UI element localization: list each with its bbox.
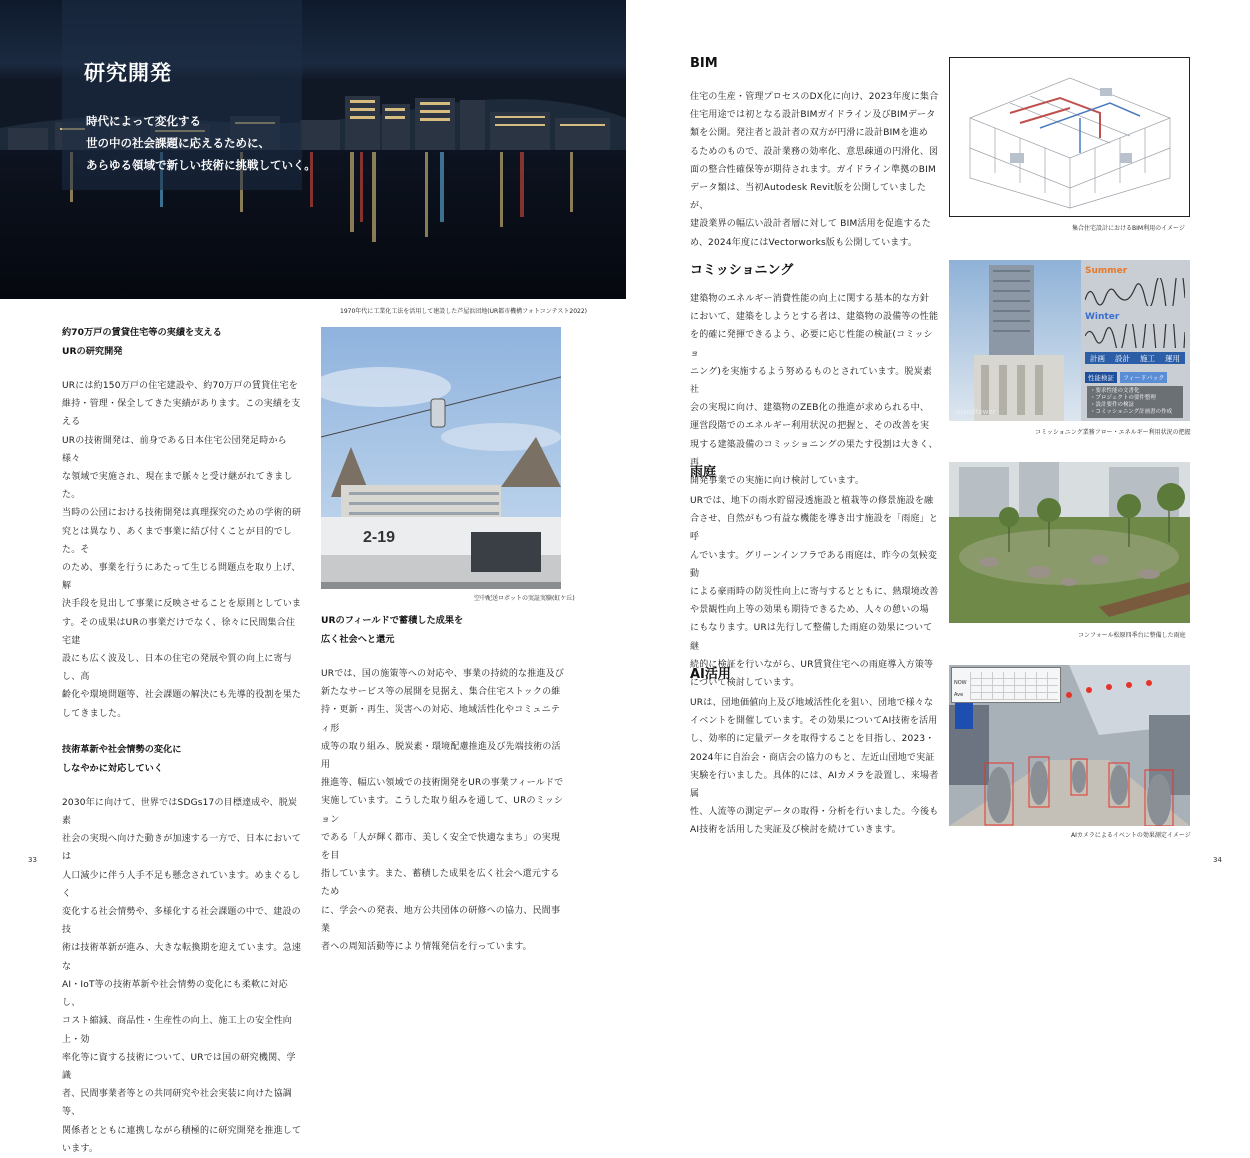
summer-label: Summer bbox=[1085, 266, 1128, 276]
middle-column bbox=[321, 611, 565, 956]
hero-lead: 時代によって変化する 世の中の社会課題に応えるために、 あらゆる領域で新しい技術に挑戦していく。 bbox=[86, 114, 316, 172]
verify-badge: 性能検証 bbox=[1085, 372, 1117, 383]
commissioning-image bbox=[949, 260, 1190, 421]
table-row-now: NOW bbox=[954, 680, 967, 686]
heading-research-base: 約70万戸の賃貸住宅等の実績を支える URの研究開発 bbox=[62, 327, 222, 357]
bim-isometric-drawing bbox=[950, 58, 1189, 216]
bim-caption: 集合住宅設計におけるBIM利用のイメージ bbox=[1072, 225, 1185, 232]
left-column bbox=[62, 323, 304, 1158]
flow-step: 施工 bbox=[1140, 353, 1155, 363]
winter-label: Winter bbox=[1085, 312, 1120, 322]
summer-load-graph bbox=[1085, 278, 1185, 306]
commissioning-notes: ・要求性能の文書化 ・プロジェクトの要件整理 ・設計要件の検証 ・コミッショニング計画書の作成 bbox=[1087, 386, 1183, 418]
para-bim: 住宅の生産・管理プロセスのDX化に向け、2023年度に集合 住宅用途では初となる設計BIMガイドライン及びBIMデータ 類を公開。発注者と設計者の双方が円滑に設計BIMを進め るためのもので、設計業務の効率化、意思疎通の円滑化、図 面の整合性確保等が期待されます。ガイドライン準拠のBIM データ類は、当初Autodesk Revit版を公開していましたが、 建設業界の幅広い設計者層に対して BIM活用を促進するた め、2024年度にはVectorworks版も公開しています。 bbox=[690, 92, 939, 248]
feedback-badge: フィードバック bbox=[1120, 372, 1167, 383]
para-commissioning: 建築物のエネルギー消費性能の向上に関する基本的な方針 において、建築をしようとする者は、建築物の設備等の性能 を的確に発揮できるよう、必要に応じ性能の検証(コミッショ ニング)を実施するよう努めるものとされています。脱炭素社 会の実現に向け、建築物のZEB化の推進が求められる中、 運営段階でのエネルギー利用状況の把握と、その改善を実 現する建築設備のコミッショニングの果たす役割は大きく、再 開発事業での実施に向け検討しています。 bbox=[690, 294, 939, 487]
para-research-history: URには約150万戸の住宅建設や、約70万戸の賃貸住宅を 維持・管理・保全してきた実績があります。この実績を支える URの技術開発は、前身である日本住宅公団発足時から様々 な領域で実施され、現在まで脈々と受け継がれてきました。 当時の公団における技術開発は真理探究のための学術的研 究とは異なり、あくまで事業に結び付くことが目的でした。そ のため、事業を行うにあたって生じる問題点を取り上げ、解 決手段を見出して事業に反映させることを原則としていま す。その成果はURの事業だけでなく、徐々に民間集合住宅建 設にも広く波及し、日本の住宅の発展や質の向上に寄与し、高 齢化や環境問題等、社会課題の解決にも先導的役割を果た してきました。 bbox=[62, 381, 302, 719]
para-innovation: 2030年に向けて、世界ではSDGs17の目標達成や、脱炭素 社会の実現へ向けた動きが加速する一方で、日本においては 人口減少に伴う人手不足も懸念されています。めまぐるしく 変化する社会情勢や、多様化する社会課題の中で、建設の技 術は技術革新が進み、大きな転換期を迎えています。急速な AI・IoT等の技術革新や社会情勢の変化にも柔軟に対応し、 コスト縮減、商品性・生産性の向上、施工上の安全性向上・効 率化等に資する技術について、URでは国の研究機関、学識 者、民間事業者等との共同研究や社会実装に向けた協調等、 関係者とともに連携しながら積極的に研究開発を推進して います。 bbox=[62, 797, 302, 1154]
raingarden-scene bbox=[949, 462, 1190, 623]
drone-photo bbox=[321, 327, 561, 589]
flow-step: 設計 bbox=[1115, 353, 1130, 363]
page-number-left: 33 bbox=[28, 856, 37, 864]
ai-data-table bbox=[951, 667, 1061, 703]
table-grid bbox=[970, 672, 1058, 700]
building-sign: 2-19 bbox=[363, 529, 396, 546]
verify-row bbox=[1085, 372, 1167, 383]
bim-image bbox=[949, 57, 1190, 217]
para-raingarden: URでは、地下の雨水貯留浸透施設と植栽等の修景施設を融 合させ、自然がもつ有益な機能を導き出す施設を「雨庭」と呼 んでいます。グリーンインフラである雨庭は、昨今の気候変動 による豪雨時の防災性向上に寄与するとともに、熱環境改善 や景観性向上等の効果も期待できるため、人々の憩いの場 にもなります。URは先行して整備した雨庭の効果について継 続的に検証を行いながら、UR賃貸住宅への雨庭導入方策等 について検討しています。 bbox=[690, 496, 939, 689]
page-number-right: 34 bbox=[1213, 856, 1222, 864]
commissioning-caption: コミッショニング業務フロー・エネルギー利用状況の把握 bbox=[1035, 429, 1191, 436]
section-title-raingarden: 雨庭 bbox=[690, 465, 717, 480]
flow-step: 運用 bbox=[1165, 353, 1180, 363]
section-title-commissioning: コミッショニング bbox=[690, 263, 794, 278]
winter-load-graph bbox=[1085, 324, 1185, 348]
ai-photo bbox=[949, 665, 1190, 826]
drone-caption: 空中配送ロボットの実証実験(虹ケ丘) bbox=[474, 595, 575, 602]
hero-title: 研究開発 bbox=[84, 61, 172, 85]
section-title-bim: BIM bbox=[690, 56, 718, 71]
raingarden-caption: コンフォール松原四季台に整備した雨庭 bbox=[1078, 632, 1186, 639]
heading-field-results: URのフィールドで蓄積した成果を 広く社会へと還元 bbox=[321, 615, 464, 645]
para-ai: URは、団地価値向上及び地域活性化を狙い、団地で様々な イベントを開催しています。その効果についてAI技術を活用 し、効率的に定量データを取得することを目指し、2023・ 2024年に自治会・商店会の協力のもと、左近山団地で実証 実験を行いました。具体的には、AIカメラを設置し、来場者属 性、人流等の測定データの取得・分析を行いました。今後も AI技術を活用した実証及び検討を続けていきます。 bbox=[690, 698, 939, 836]
photo-watermark: islandtower bbox=[955, 408, 996, 416]
raingarden-photo bbox=[949, 462, 1190, 623]
heading-innovation: 技術革新や社会情勢の変化に しなやかに対応していく bbox=[62, 743, 182, 774]
drone-delivery-scene bbox=[321, 327, 561, 589]
ai-caption: AIカメラによるイベントの効果測定イメージ bbox=[1071, 832, 1191, 839]
commissioning-flow bbox=[1085, 352, 1185, 364]
table-row-ave: Ave bbox=[954, 692, 964, 698]
hero-caption: 1970年代に工業化工法を活用して建設した芦屋浜団地(UR都市機構フォトコンテスト2022) bbox=[340, 308, 588, 315]
section-title-ai: AI活用 bbox=[690, 667, 731, 682]
para-field-results: URでは、国の施策等への対応や、事業の持続的な推進及び 新たなサービス等の展開を見据え、集合住宅ストックの維 持・更新・再生、災害への対応、地域活性化やコミュニティ形 成等の取り組み、脱炭素・環境配慮推進及び先端技術の活用 推進等、幅広い領域での技術開発をURの事業フィールドで 実施しています。こうした取り組みを通して、URのミッション である「人が輝く都市、美しく安全で快適なまち」の実現を目 指しています。また、蓄積した成果を広く社会へ還元するため に、学会への発表、地方公共団体の研修への協力、民間事業 者への周知活動等により情報発信を行っています。 bbox=[321, 669, 565, 953]
flow-step: 計画 bbox=[1090, 353, 1105, 363]
